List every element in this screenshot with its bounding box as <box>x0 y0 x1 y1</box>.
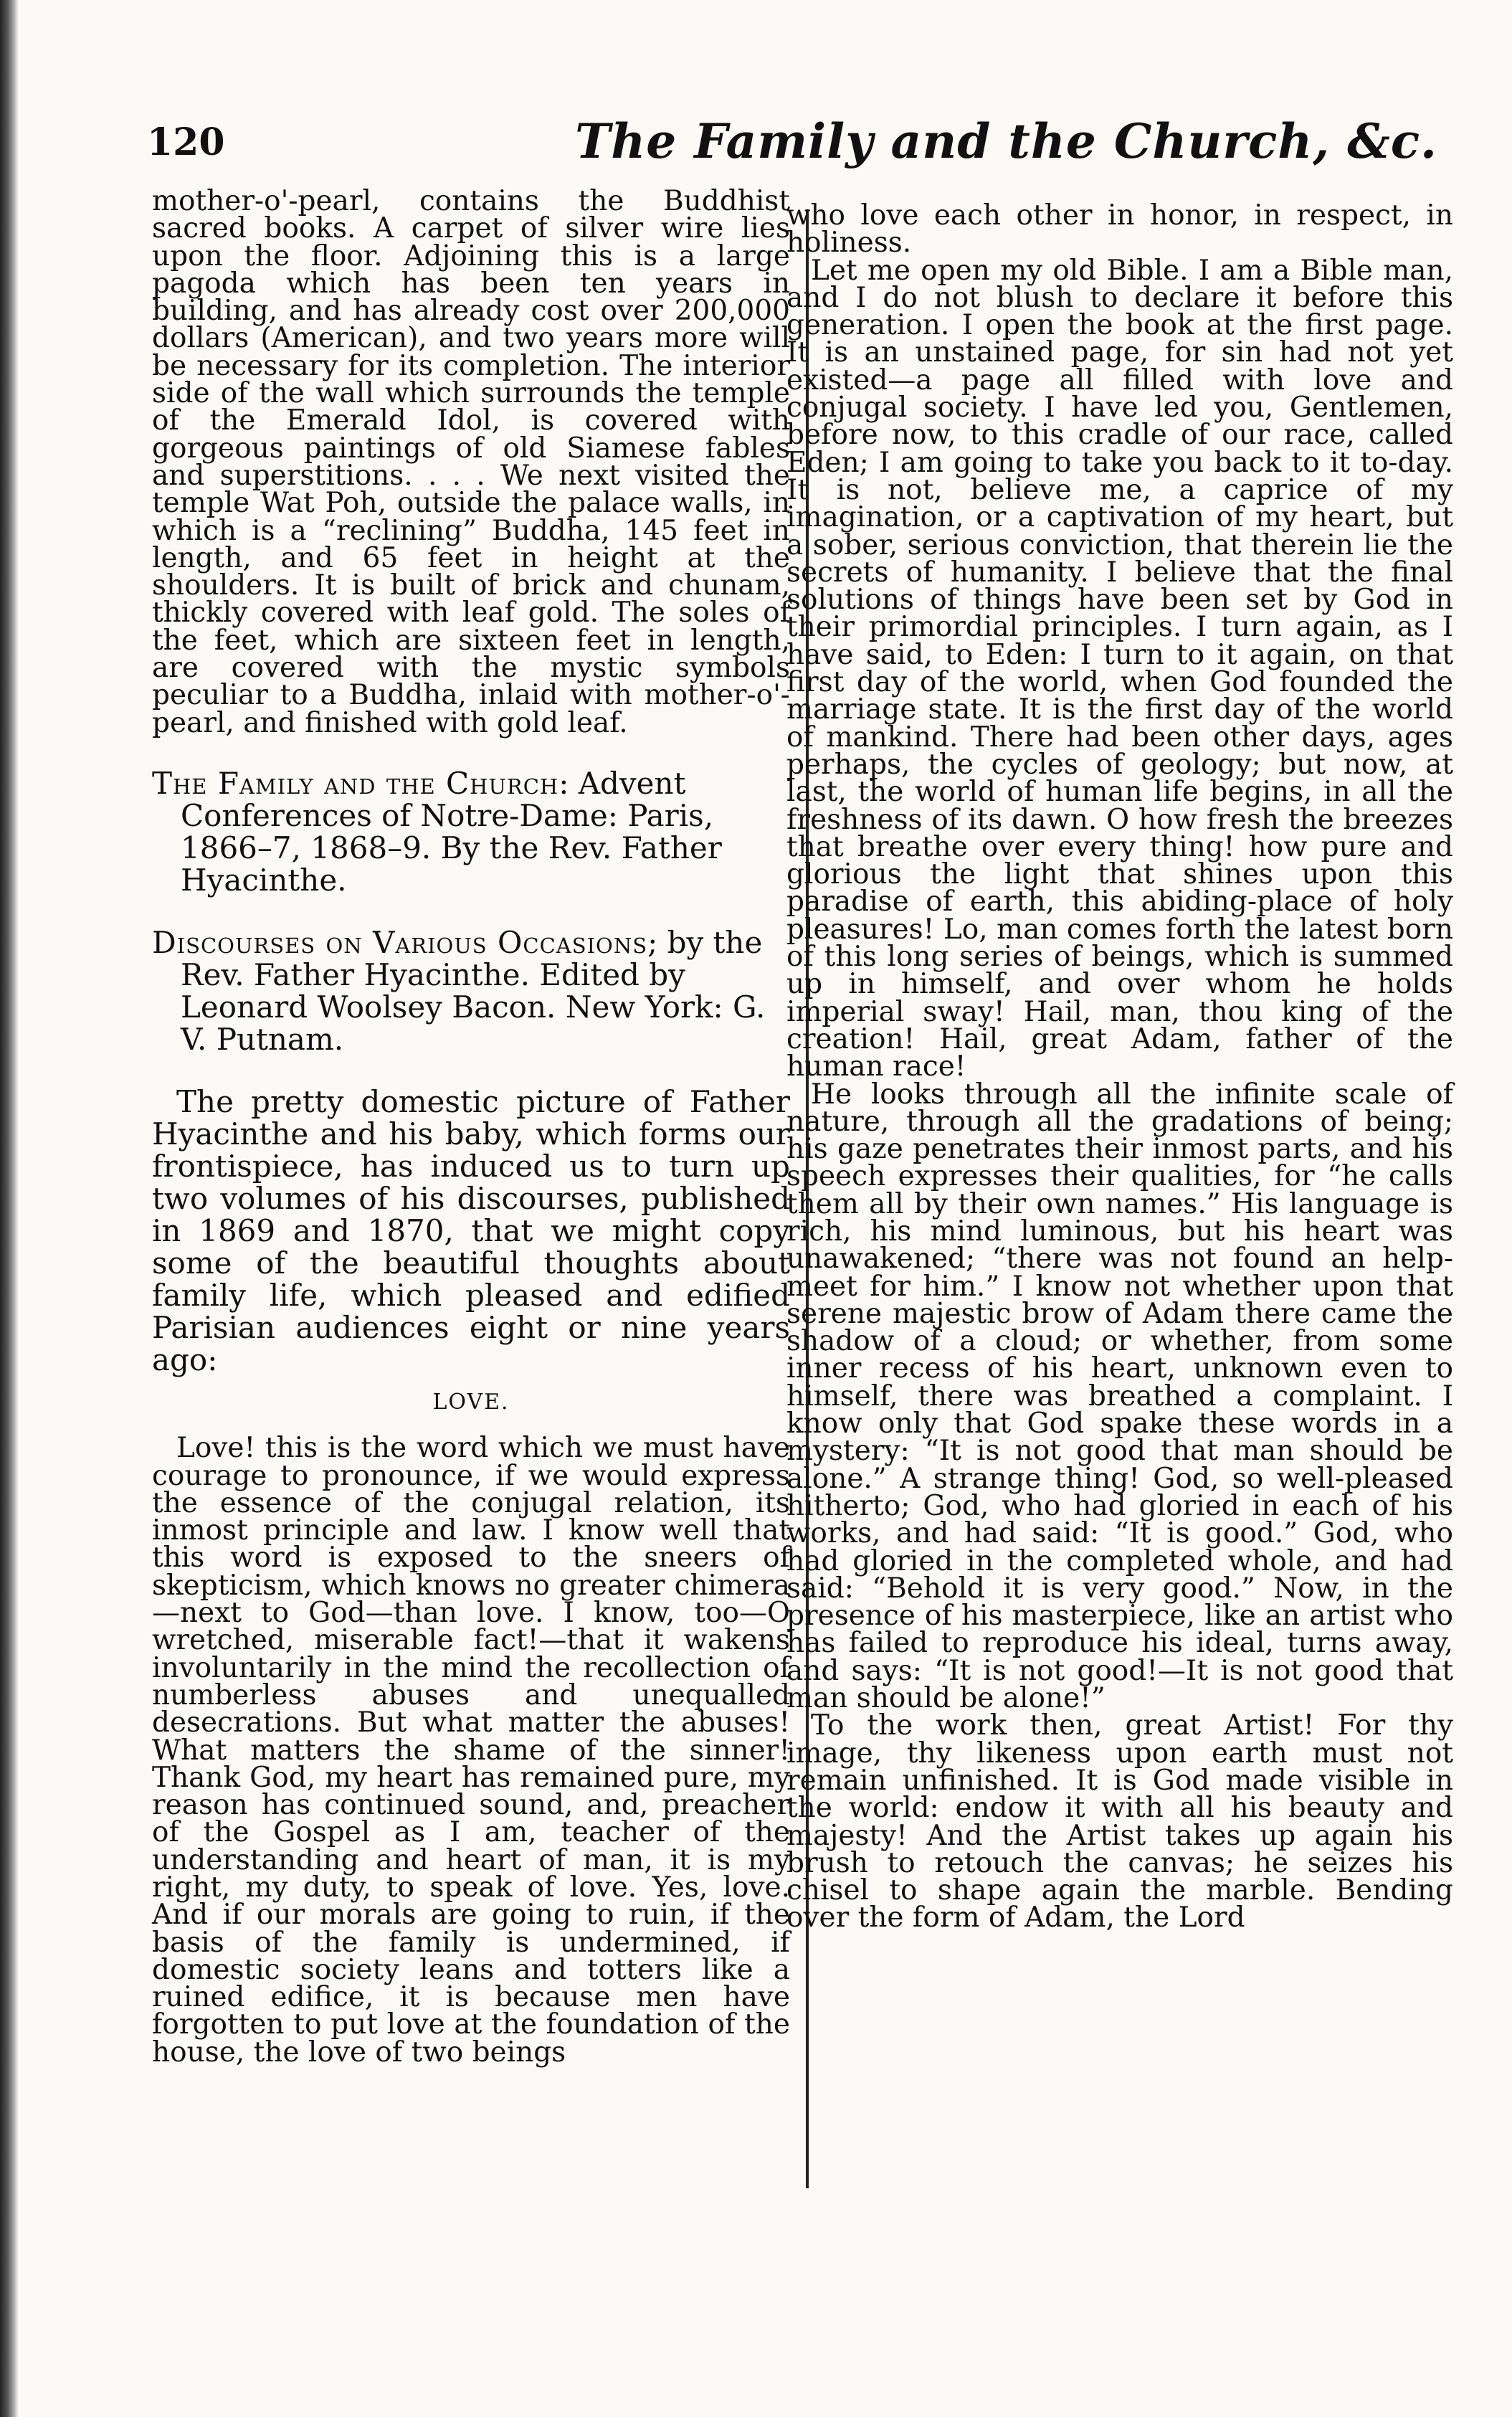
scan-edge <box>0 0 19 2417</box>
love-paragraph: Love! this is the word which we must have courage to pronounce, if we would express the essence of the conjugal relation, its inmost principle and law. I know well that this word is exposed to the sneers of skepticism, which knows no greater chimera—next to God—than love. I know, too—O wretched, miserable fact!—that it wakens involuntarily in the mind the recollection of numberless abuses and unequalled desecrations. But what matter the abuses! What matters the shame of the sinner! Thank God, my heart has remained pure, my reason has continued sound, and, preacher of the Gospel as I am, teacher of the understanding and heart of man, it is my right, my duty, to speak of love. Yes, love. And if our morals are going to ruin, if the basis of the family is undermined, if domestic society leans and totters like a ruined edifice, it is because men have forgotten to put love at the foundation of the house, the love of two beings <box>152 1432 790 2069</box>
bibliography-details-1: : Advent Conferences of Notre-Dame: Paris, 1866–7, 1868–9. By the Rev. Father Hyacinthe. <box>181 765 722 898</box>
artist-paragraph: To the work then, great Artist! For thy image, thy likeness upon earth must not remain unfinished. It is God made visible in the world: endow it with all his beauty and majesty! And the Artist takes up again his brush to retouch the canvas; he seizes his chisel to shape again the marble. Bending over the form of Adam, the Lord <box>786 1709 1453 1934</box>
bibliography-entry-2 <box>152 926 790 1055</box>
page-number: 120 <box>147 120 225 164</box>
bibliography-title-1: The Family and the Church <box>152 765 559 801</box>
left-column <box>152 185 790 2069</box>
adam-paragraph: He looks through all the infinite scale of nature, through all the gradations of being; his gaze penetrates their inmost parts, and his speech expresses their qualities, for “he calls them all by their own names.” His language is rich, his mind luminous, but his heart was unawakened; “there was not found an help-meet for him.” I know not whether upon that serene majestic brow of Adam there came the shadow of a cloud; or whether, from some inner recess of his heart, unknown even to himself, there was breathed a complaint. I know only that God spake these words in a mystery: “It is not good that man should be alone.” A strange thing! God, so well-pleased hitherto; God, who had gloried in each of his works, and had said: “It is good.” God, who had gloried in the completed whole, and had said: “Behold it is very good.” Now, in the presence of his masterpiece, like an artist who has failed to reproduce his ideal, turns away, and says: “It is not good!—It is not good that man should be alone!” <box>786 1078 1453 1715</box>
right-column <box>786 199 1453 1934</box>
bibliography-title-2: Discourses on Various Occasions <box>152 924 648 960</box>
bibliography-details-2: ; by the Rev. Father Hyacinthe. Edited by Leonard Woolsey Bacon. New York: G. V. Putnam. <box>181 924 766 1057</box>
bible-paragraph: Let me open my old Bible. I am a Bible man, and I do not blush to declare it before this generation. I open the book at the first page. It is an unstained page, for sin had not yet existed—a page all filled with love and conjugal society. I have led you, Gentlemen, before now, to this cradle of our race, called Eden; I am going to take you back to it to-day. It is not, believe me, a caprice of my imagination, or a captivation of my heart, but a sober, serious conviction, that therein lie the secrets of humanity. I believe that the final solutions of things have been set by God in their primordial principles. I turn again, as I have said, to Eden: I turn to it again, on that first day of the world, when God founded the marriage state. It is the first day of the world of mankind. There had been other days, ages perhaps, the cycles of geology; but now, at last, the world of human life begins, in all the freshness of its dawn. O how fresh the breezes that breathe over every thing! how pure and glorious the light that shines upon this paradise of earth, this abiding-place of holy pleasures! Lo, man comes forth the latest born of this long series of beings, which is summed up in himself, and over whom he holds imperial sway! Hail, man, thou king of the creation! Hail, great Adam, father of the human race! <box>786 254 1453 1083</box>
section-heading: LOVE. <box>432 1389 510 1415</box>
bibliography-entry-1 <box>152 767 790 896</box>
running-title: The Family and the Church, &c. <box>575 113 1437 169</box>
page-header <box>147 113 1437 192</box>
right-paragraph-continued: who love each other in honor, in respect, in holiness. <box>786 199 1453 260</box>
left-paragraph-continued: mother-o'-pearl, contains the Buddhist sacred books. A carpet of silver wire lies upon the floor. Adjoining this is a large pagoda which has been ten years in building, and has already cost over 200,000 dollars (American), and two years more will be necessary for its completion. The interior side of the wall which surrounds the temple of the Emerald Idol, is covered with gorgeous paintings of old Siamese fables and superstitions. . . . We next visited the temple Wat Poh, outside the palace walls, in which is a “reclining” Buddha, 145 feet in length, and 65 feet in height at the shoulders. It is built of brick and chunam, thickly covered with leaf gold. The soles of the feet, which are sixteen feet in length, are covered with the mystic symbols peculiar to a Buddha, inlaid with mother-o'-pearl, and finished with gold leaf. <box>152 185 790 739</box>
intro-paragraph: The pretty domestic picture of Father Hyacinthe and his baby, which forms our frontispiece, has induced us to turn up two volumes of his discourses, published in 1869 and 1870, that we might copy some of the beautiful thoughts about family life, which pleased and edified Parisian audiences eight or nine years ago: <box>152 1083 790 1377</box>
